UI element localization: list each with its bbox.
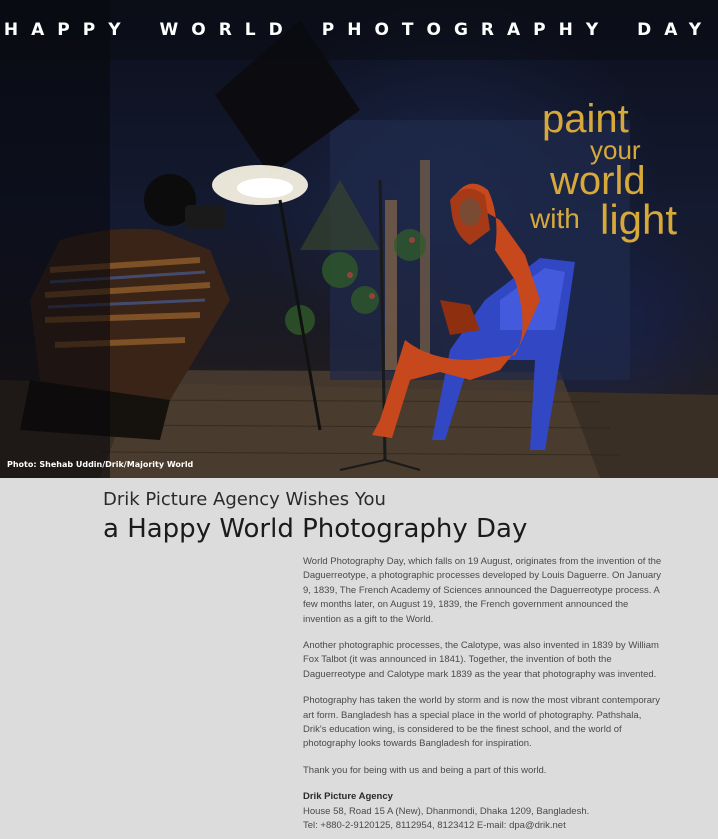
- slogan-line-3: world: [550, 159, 646, 203]
- body-text: [303, 555, 663, 834]
- main-heading: a Happy World Photography Day: [103, 514, 528, 544]
- banner-word-4: DAY: [637, 20, 715, 40]
- signature-contact: Tel: +880-2-9120125, 8112954, 8123412 E-mail: dpa@drik.net: [303, 820, 566, 832]
- banner-title: [0, 20, 718, 40]
- signature-address: House 58, Road 15 A (New), Dhanmondi, Dhaka 1209, Bangladesh.: [303, 805, 590, 817]
- paragraph-4: Thank you for being with us and being a part of this world.: [303, 764, 547, 776]
- signature-name: Drik Picture Agency: [303, 791, 393, 803]
- slogan-line-5: light: [600, 196, 678, 243]
- banner-word-1: HAPPY: [3, 20, 134, 40]
- banner-word-2: WORLD: [159, 20, 296, 40]
- slogan-line-2: your: [590, 135, 641, 165]
- slogan-line-1: paint: [542, 97, 629, 141]
- paragraph-3: Photography has taken the world by storm and is now the most vibrant contemporary art form. Bangladesh has a special place in the world of photography. Pathshala, Drik's education wing, is considered to be the finest school, and the world of photography looks towards Bangladesh for inspiration.: [303, 695, 660, 750]
- slogan-line-4: with: [530, 203, 580, 234]
- banner-word-3: PHOTOGRAPHY: [321, 20, 612, 40]
- paragraph-1: World Photography Day, which falls on 19 August, originates from the invention of the Daguerreotype, a photographic processes developed by Louis Daguerre. On January 9, 1839, The French Academy of Sciences announced the Daguerreotype process. A few months later, on August 19, 1839, the French government announced the invention as a gift to the World.: [303, 556, 662, 625]
- paragraph-2: Another photographic processes, the Calotype, was also invented in 1839 by William Fox Talbot (it was announced in 1841). Together, the invention of both the Daguerreotype and Calotype mark 1839 as the year that photography was invented.: [303, 640, 659, 680]
- photo-credit: Photo: Shehab Uddin/Drik/Majority World: [7, 460, 194, 469]
- sub-heading: Drik Picture Agency Wishes You: [103, 489, 386, 510]
